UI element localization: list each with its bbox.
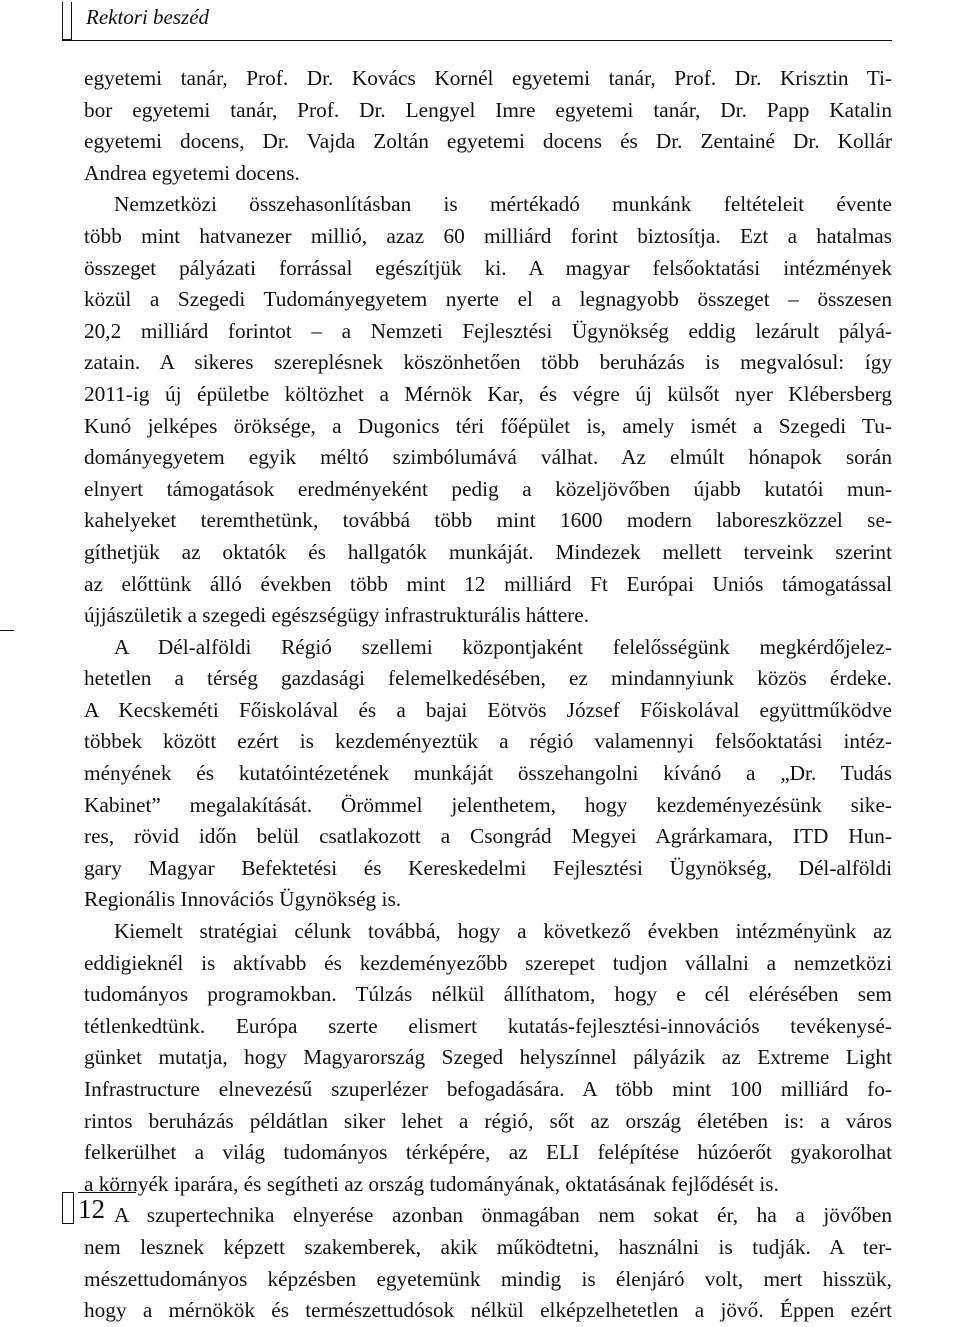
page-number-rule	[78, 1192, 136, 1193]
text-line: az előttünk álló években több mint 12 milliárd Ft Európai Uniós támogatással	[84, 571, 892, 596]
text-line: Infrastructure elnevezésű szuperlézer befogadására. A több mint 100 milliárd fo-	[84, 1077, 892, 1101]
header-box-mark	[62, 2, 72, 40]
text-line: A szupertechnika elnyerése azonban önmagában nem sokat ér, ha a jövőben	[114, 1203, 892, 1228]
text-line: elnyert támogatások eredményeként pedig a közeljövőben újabb kutatói mun-	[84, 476, 892, 501]
text-line: újjászületik a szegedi egészségügy infrastrukturális háttere.	[84, 603, 590, 628]
text-line: zatain. A sikeres szereplésnek köszönhetően több beruházás is megvalósul: így	[84, 350, 892, 375]
text-line: közül a Szegedi Tudományegyetem nyerte el a legnagyobb összeget – összesen	[84, 287, 892, 312]
text-line: Kabinet” megalakítását. Örömmel jelenthetem, hogy kezdeményezésünk sike-	[84, 792, 892, 817]
margin-mark	[0, 630, 14, 631]
page-number: 12	[78, 1194, 105, 1224]
section-title: Rektori beszéd	[86, 5, 210, 29]
text-line: Nemzetközi összehasonlításban is mértékadó munkánk feltételeit évente	[114, 192, 892, 217]
text-line: eddigieknél is aktívabb és kezdeményezőbb szerepet tudjon vállalni a nemzetközi	[84, 950, 892, 975]
text-line: mészettudományos képzésben egyetemünk mindig is élenjáró volt, mert hisszük,	[84, 1266, 892, 1291]
text-line: a környék iparára, és segítheti az ország tudományának, oktatásának fejlődését is.	[84, 1171, 779, 1196]
text-line: Regionális Innovációs Ügynökség is.	[84, 887, 402, 912]
text-line: gary Magyar Befektetési és Kereskedelmi Fejlesztési Ügynökség, Dél-alföldi	[84, 855, 892, 880]
text-line: A Dél-alföldi Régió szellemi központjaként felelősségünk megkérdőjelez-	[114, 634, 892, 659]
text-line: több mint hatvanezer millió, azaz 60 milliárd forint biztosítja. Ezt a hatalmas	[84, 223, 892, 248]
text-line: 2011-ig új épületbe költözhet a Mérnök Kar, és végre új külsőt nyer Klébersberg	[84, 381, 892, 406]
text-line: nem lesznek képzett szakemberek, akik működtetni, használni is tudják. A ter-	[84, 1234, 892, 1259]
text-line: A Kecskeméti Főiskolával és a bajai Eötvös József Főiskolával együttműködve	[84, 697, 892, 722]
text-line: Kunó jelképes öröksége, a Dugonics téri főépület is, amely ismét a Szegedi Tu-	[84, 413, 892, 438]
header-rule	[62, 40, 892, 41]
text-line: hetetlen a térség gazdasági felemelkedésében, ez mindannyiunk közös érdeke.	[84, 666, 892, 691]
text-line: egyetemi docens, Dr. Vajda Zoltán egyetemi docens és Dr. Zentainé Dr. Kollár	[84, 129, 892, 154]
text-line: bor egyetemi tanár, Prof. Dr. Lengyel Imre egyetemi tanár, Dr. Papp Katalin	[84, 97, 892, 122]
footer-box-mark	[62, 1192, 74, 1224]
text-line: Kiemelt stratégiai célunk továbbá, hogy a következő években intézményünk az	[114, 919, 892, 944]
text-line: dományegyetem egyik méltó szimbólumává válhat. Az elmúlt hónapok során	[84, 445, 892, 470]
page-footer	[62, 1192, 182, 1232]
text-line: gíthetjük az oktatók és hallgatók munkáját. Mindezek mellett terveink szerint	[84, 539, 892, 564]
text-line: többek között ezért is kezdeményeztük a régió valamennyi felsőoktatási intéz-	[84, 729, 892, 754]
running-header	[62, 0, 892, 42]
text-line: összeget pályázati forrással egészítjük ki. A magyar felsőoktatási intézmények	[84, 255, 892, 280]
text-line: res, rövid időn belül csatlakozott a Csongrád Megyei Agrárkamara, ITD Hun-	[84, 824, 892, 849]
body-text	[84, 63, 892, 1327]
text-line: günket mutatja, hogy Magyarország Szeged helyszínnel pályázik az Extreme Light	[84, 1045, 892, 1070]
text-line: 20,2 milliárd forintot – a Nemzeti Fejlesztési Ügynökség eddig lezárult pályá-	[84, 318, 892, 343]
text-line: hogy a mérnökök és természettudósok nélkül elképzelhetetlen a jövő. Éppen ezért	[84, 1298, 892, 1323]
text-line: kahelyeket teremthetünk, továbbá több mint 1600 modern laboreszközzel se-	[84, 508, 892, 533]
text-line: egyetemi tanár, Prof. Dr. Kovács Kornél egyetemi tanár, Prof. Dr. Krisztin Ti-	[84, 66, 892, 90]
text-line: Andrea egyetemi docens.	[84, 160, 300, 185]
text-line: felkerülhet a világ tudományos térképére, az ELI felépítése húzóerőt gyakorolhat	[84, 1140, 892, 1165]
text-line: tétlenkedtünk. Európa szerte elismert kutatás-fejlesztési-innovációs tevékenysé-	[84, 1013, 892, 1038]
text-line: ményének és kutatóintézetének munkáját összehangolni kívánó a „Dr. Tudás	[84, 761, 892, 786]
text-line: rintos beruházás példátlan siker lehet a régió, sőt az ország életében is: a város	[84, 1108, 892, 1133]
text-line: tudományos programokban. Túlzás nélkül állíthatom, hogy e cél elérésében sem	[84, 982, 892, 1007]
